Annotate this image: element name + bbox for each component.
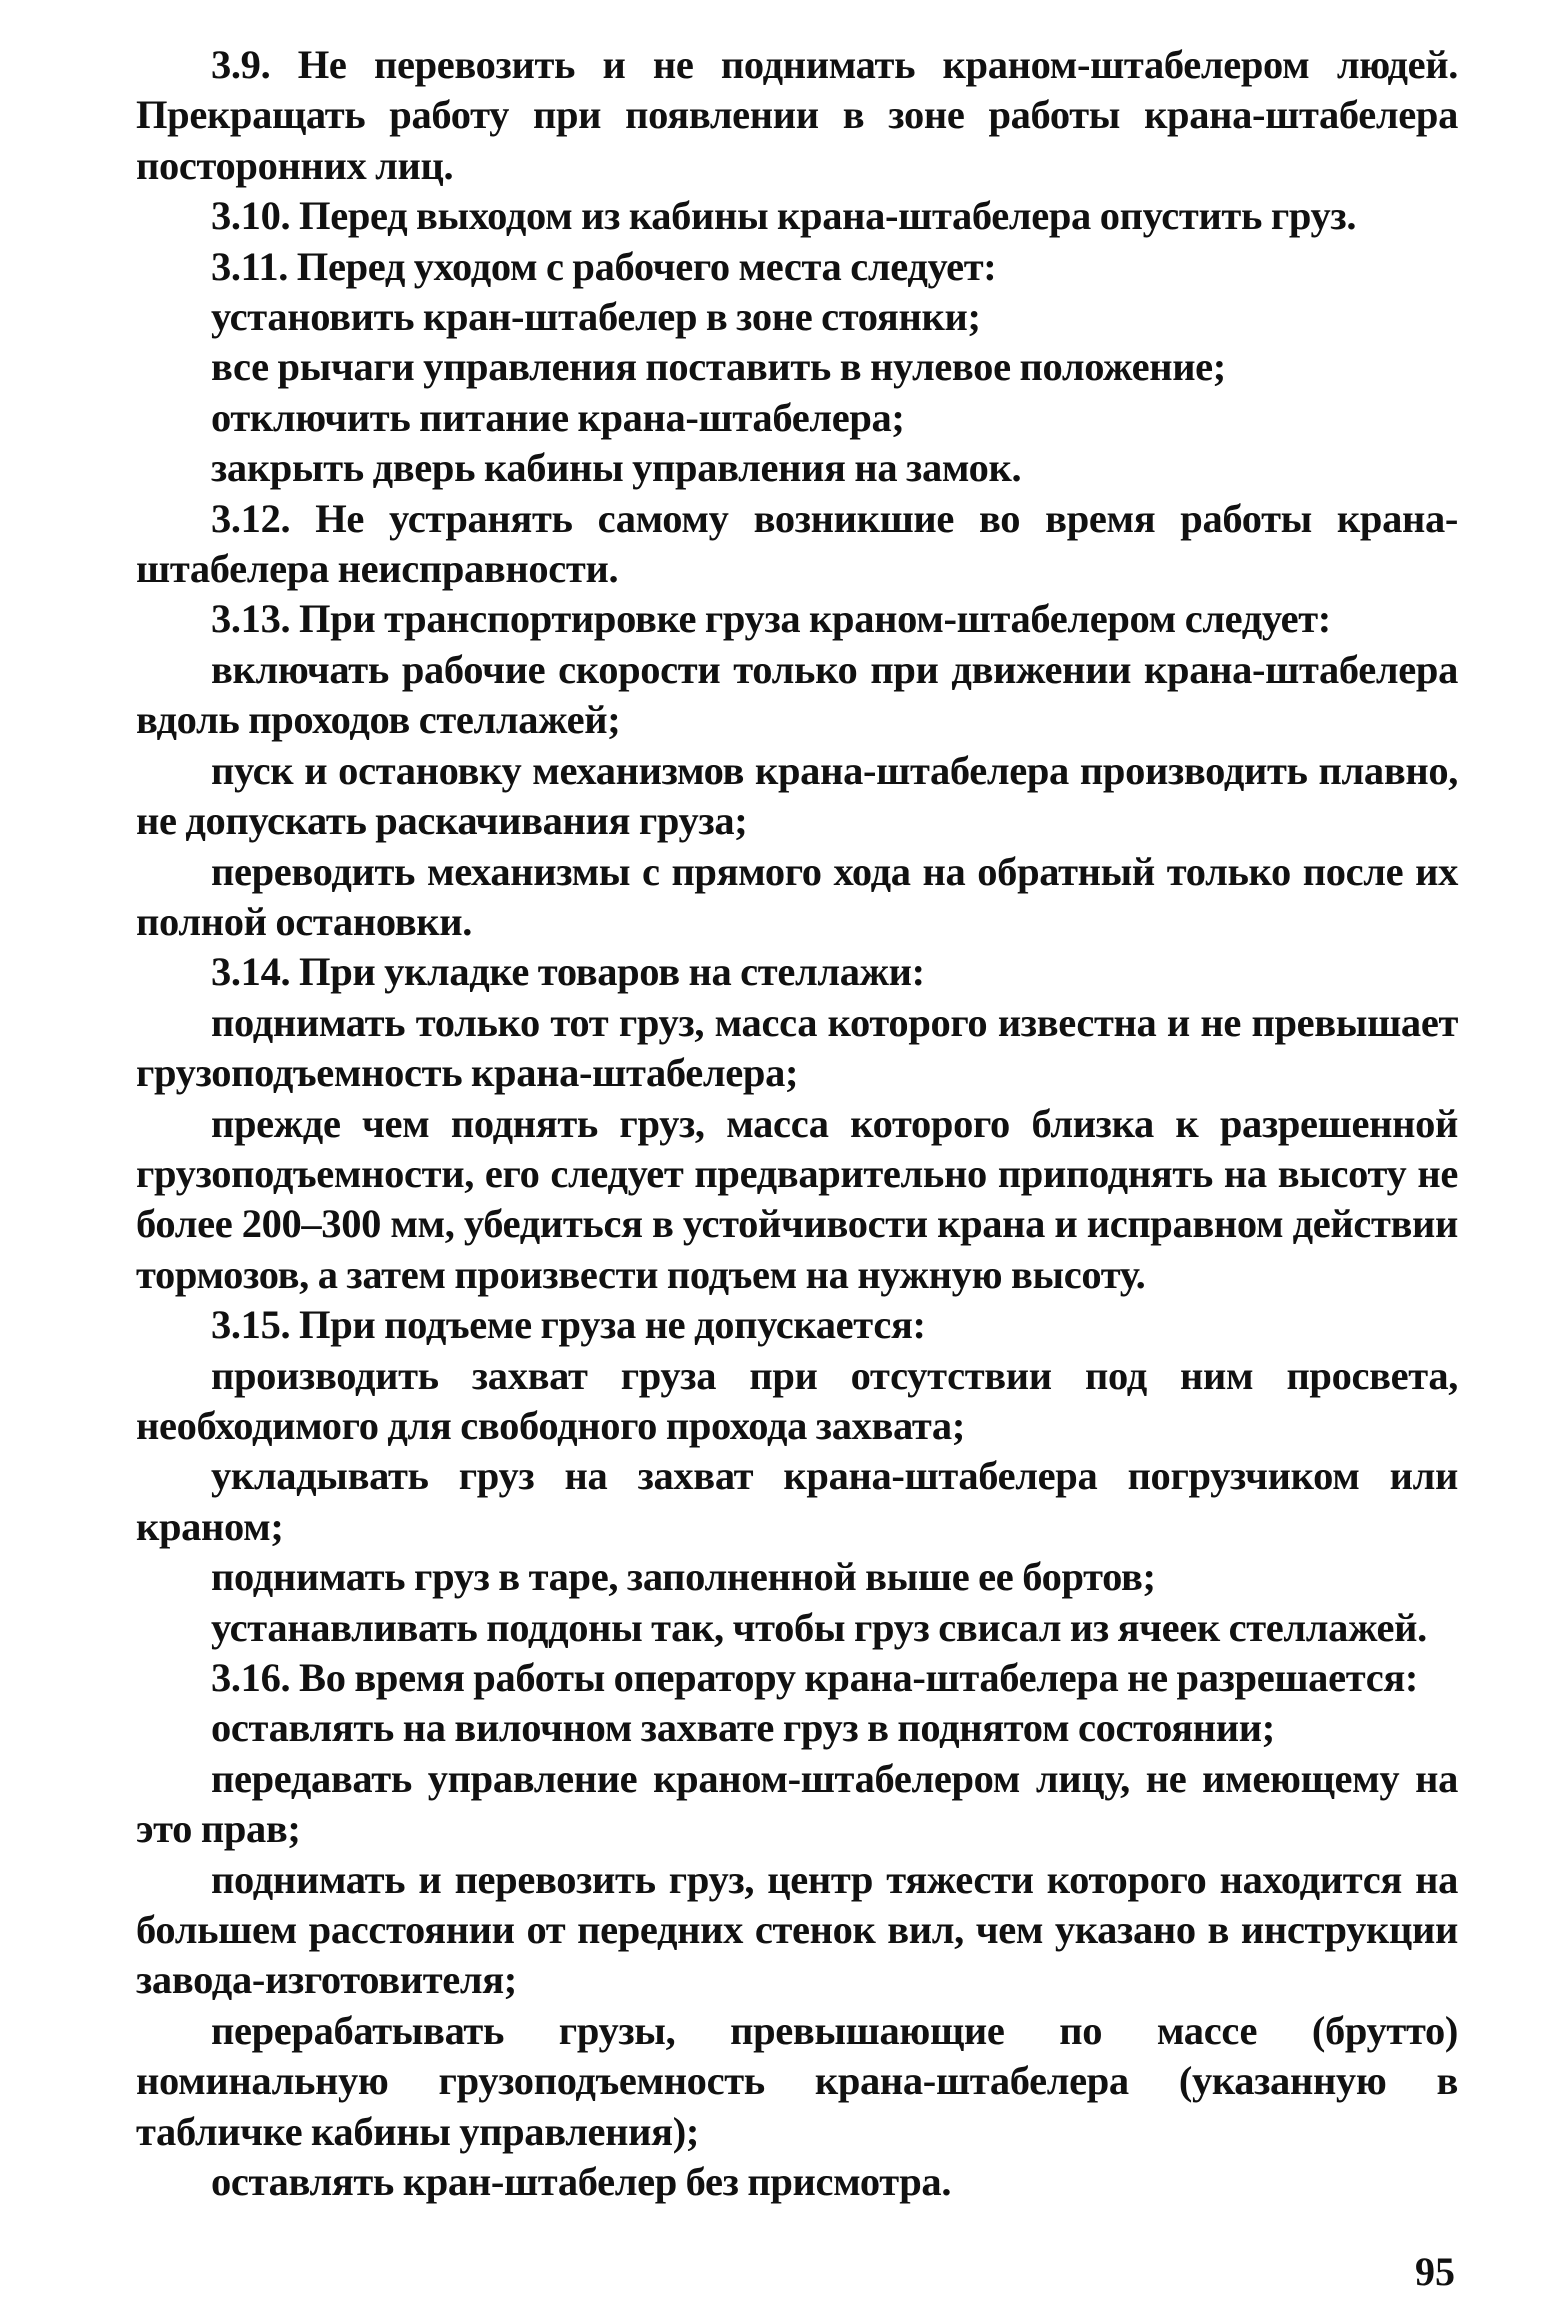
list-item [136,2006,1458,2157]
list-item [136,1451,1458,1552]
list-item-text: поднимать только тот груз, масса которого известна и не превышает грузоподъемность крана-штабелера; [136,999,1458,1096]
paragraph-3-9 [136,40,1458,191]
paragraph-number: 3.9. [211,42,271,87]
list-item-text: отключить питание крана-штабелера; [211,394,905,440]
list-item-text: передавать управление краном-штабелером лицу, не имеющему на это прав; [136,1755,1458,1852]
list-item-text: производить захват груза при отсутствии под ним просвета, необходимого для свободного прохода захвата; [136,1352,1458,1448]
list-item [136,1099,1458,1301]
paragraph-number: 3.10. [211,193,291,239]
list-item-text: пуск и остановку механизмов крана-штабелера производить плавно, не допускать раскачивания груза; [136,747,1458,844]
list-item-text: перерабатывать грузы, превышающие по массе (брутто) номинальную грузоподъемность крана-штабелера (указанную в табличке кабины управления); [136,2007,1458,2154]
page-number: 95 [1415,2249,1455,2294]
paragraph-text: Не устранять самому возникшие во время работы крана-штабелера неисправности. [136,495,1458,592]
paragraph-number: 3.16. [211,1655,291,1700]
list-item [136,393,1458,443]
list-item-text: прежде чем поднять груз, масса которого близка к разрешенной грузоподъемности, его следует предварительно приподнять на высоту не более 200–300 мм, убедиться в устойчивости крана и исправном действии тормозов, а затем произвести подъем на нужную высоту. [136,1100,1458,1297]
paragraph-number: 3.11. [211,243,289,289]
list-item-text: установить кран-штабелер в зоне стоянки; [211,294,981,340]
list-item-text: укладывать груз на захват крана-штабелера погрузчиком или краном; [136,1453,1458,1549]
paragraph-number: 3.13. [211,596,291,642]
list-item [136,1703,1458,1753]
list-item-text: поднимать и перевозить груз, центр тяжести которого находится на большем расстоянии от передних стенок вил, чем указано в инструкции завода-изготовителя; [136,1856,1458,2003]
paragraph-3-10 [136,191,1458,241]
list-item [136,342,1458,392]
list-item [136,998,1458,1099]
list-item-text: оставлять кран-штабелер без присмотра. [211,2159,952,2205]
list-item [136,443,1458,493]
list-item [136,1351,1458,1452]
paragraph-3-15 [136,1300,1458,1350]
list-item [136,2157,1458,2207]
document-page [136,40,1458,2230]
list-item-text: оставлять на вилочном захвате груз в поднятом состоянии; [211,1705,1275,1751]
paragraph-text: Перед уходом с рабочего места следует: [296,243,997,289]
list-item [136,1552,1458,1602]
list-item-text: переводить механизмы с прямого хода на обратный только после их полной остановки. [136,848,1458,944]
paragraph-text: Перед выходом из кабины крана-штабелера опустить груз. [299,193,1357,239]
list-item [136,292,1458,342]
paragraph-text: При укладке товаров на стеллажи: [299,949,925,995]
paragraph-number: 3.14. [211,949,291,995]
list-item-text: устанавливать поддоны так, чтобы груз свисал из ячеек стеллажей. [211,1604,1427,1650]
list-item [136,746,1458,847]
paragraph-text: При транспортировке груза краном-штабелером следует: [299,596,1331,642]
list-item-text: все рычаги управления поставить в нулевое положение; [211,344,1226,390]
paragraph-number: 3.15. [211,1302,291,1348]
paragraph-3-12 [136,494,1458,595]
list-item [136,1603,1458,1653]
list-item [136,645,1458,746]
paragraph-3-13 [136,594,1458,644]
paragraph-text: При подъеме груза не допускается: [299,1302,926,1348]
list-item-text: закрыть дверь кабины управления на замок. [211,445,1022,491]
list-item-text: поднимать груз в таре, заполненной выше ее бортов; [211,1554,1156,1600]
paragraph-text: Во время работы оператору крана-штабелера не разрешается: [299,1655,1419,1700]
paragraph-3-16 [136,1653,1458,1703]
paragraph-3-11 [136,242,1458,292]
list-item [136,1754,1458,1855]
paragraph-3-14 [136,947,1458,997]
list-item-text: включать рабочие скорости только при движении крана-штабелера вдоль проходов стеллажей; [136,646,1458,743]
paragraph-number: 3.12. [211,495,291,541]
list-item [136,1855,1458,2006]
paragraph-text: Не перевозить и не поднимать краном-штабелером людей. Прекращать работу при появлении в зоне работы крана-штабелера посторонних лиц. [136,42,1458,188]
list-item [136,847,1458,948]
